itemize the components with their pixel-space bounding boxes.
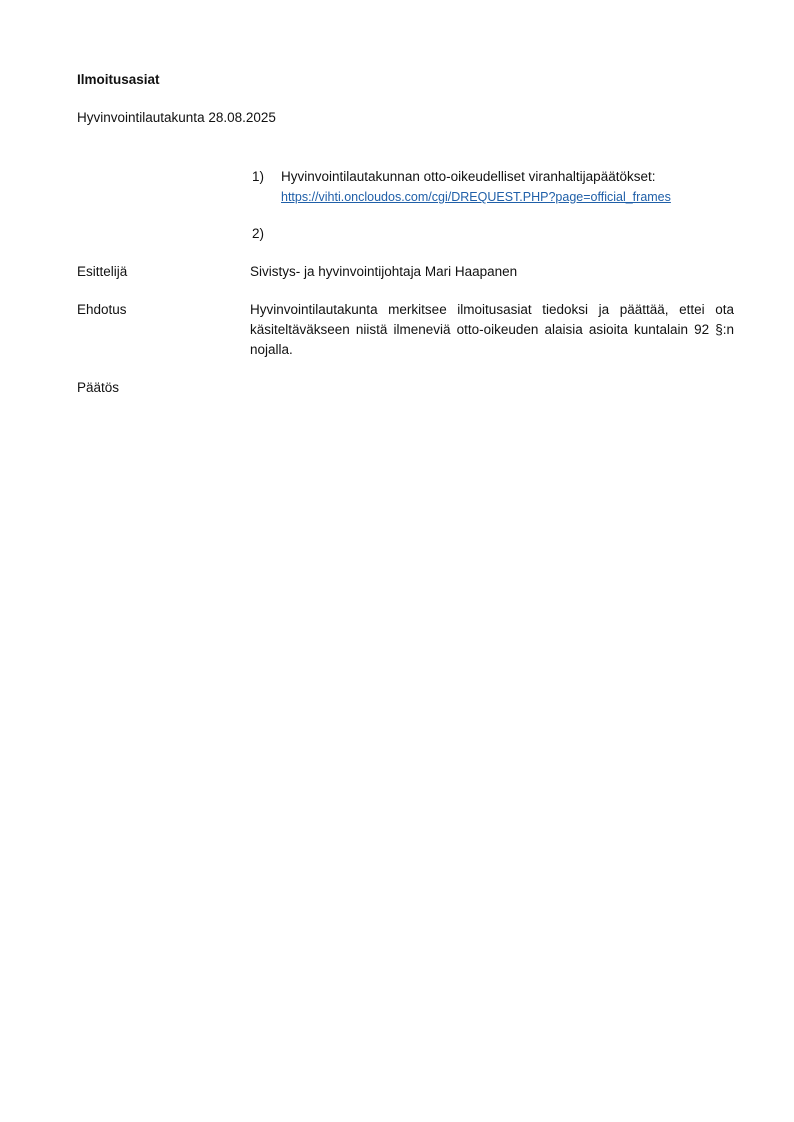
list-item-text: Hyvinvointilautakunnan otto-oikeudelliset viranhaltijapäätökset: xyxy=(281,169,656,184)
list-item xyxy=(252,167,732,207)
presenter-value: Sivistys- ja hyvinvointijohtaja Mari Haapanen xyxy=(250,264,518,279)
presenter-label: Esittelijä xyxy=(77,264,128,279)
list-item-number: 2) xyxy=(252,226,265,241)
meeting-date: Hyvinvointilautakunta 28.08.2025 xyxy=(77,110,276,125)
list-item-body xyxy=(281,167,732,207)
document-heading: Ilmoitusasiat xyxy=(77,72,160,87)
list-item xyxy=(252,224,732,244)
decision-label: Päätös xyxy=(77,380,120,395)
decisions-link[interactable]: https://vihti.oncloudos.com/cgi/DREQUEST.PHP?page=official_frames xyxy=(281,190,671,204)
proposal-text: Hyvinvointilautakunta merkitsee ilmoitusasiat tiedoksi ja päättää, ettei ota käsiteltäväkseen niistä ilmeneviä otto-oikeuden alaisia asioita kuntalain 92 §:n nojalla. xyxy=(250,302,734,357)
list-item-body xyxy=(281,224,732,244)
notification-list xyxy=(252,167,732,244)
list-item-number: 1) xyxy=(252,169,265,184)
proposal-label: Ehdotus xyxy=(77,302,127,317)
